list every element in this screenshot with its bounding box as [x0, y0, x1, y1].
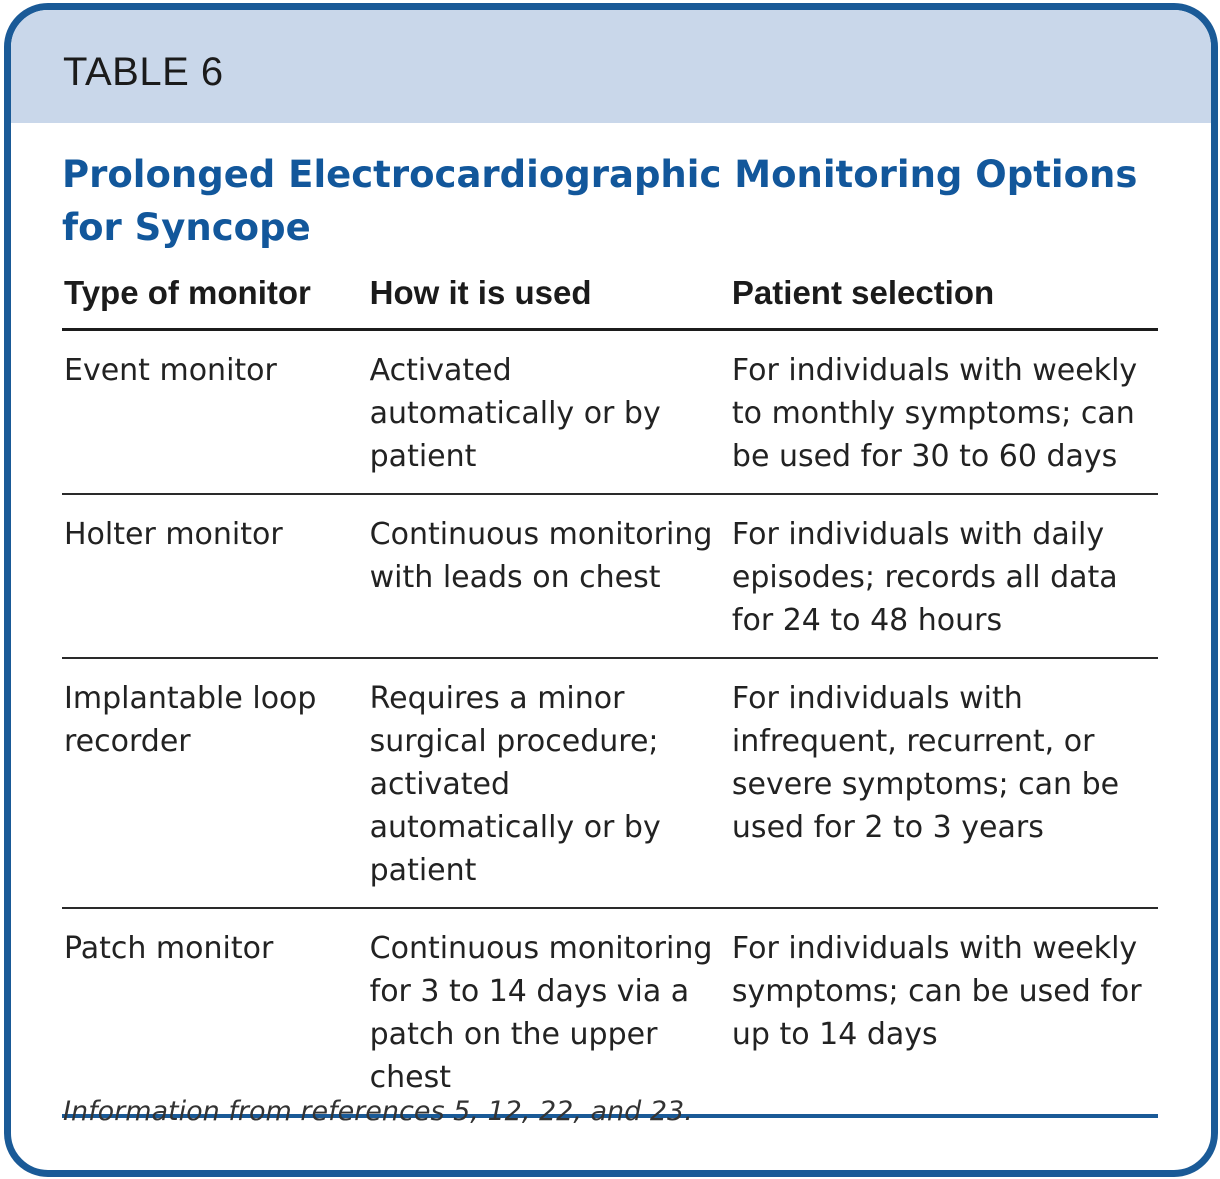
cell-type: Patch monitor [62, 908, 368, 1116]
card-header [11, 10, 1211, 123]
table-number-label: TABLE 6 [63, 50, 224, 94]
cell-how: Continuous monitoring for 3 to 14 days via a patch on the upper chest [368, 908, 730, 1116]
cell-patient: For individuals with weekly to monthly symptoms; can be used for 30 to 60 days [730, 330, 1158, 495]
monitoring-options-table [62, 263, 1158, 1118]
column-header-type: Type of monitor [62, 263, 368, 330]
table-header-row [62, 263, 1158, 330]
column-header-how: How it is used [368, 263, 730, 330]
table-row [62, 330, 1158, 495]
table-row [62, 908, 1158, 1116]
cell-type: Holter monitor [62, 494, 368, 658]
cell-type: Implantable loop recorder [62, 658, 368, 908]
column-header-patient: Patient selection [730, 263, 1158, 330]
table-card [4, 3, 1218, 1177]
cell-patient: For individuals with weekly symptoms; can be used for up to 14 days [730, 908, 1158, 1116]
cell-patient: For individuals with daily episodes; records all data for 24 to 48 hours [730, 494, 1158, 658]
table-row [62, 658, 1158, 908]
cell-how: Activated automatically or by patient [368, 330, 730, 495]
cell-how: Continuous monitoring with leads on chest [368, 494, 730, 658]
cell-type: Event monitor [62, 330, 368, 495]
cell-how: Requires a minor surgical procedure; activated automatically or by patient [368, 658, 730, 908]
table-footnote: Information from references 5, 12, 22, and 23. [63, 1096, 693, 1127]
cell-patient: For individuals with infrequent, recurrent, or severe symptoms; can be used for 2 to 3 years [730, 658, 1158, 908]
table-title: Prolonged Electrocardiographic Monitoring Options for Syncope [62, 153, 1138, 249]
table-row [62, 494, 1158, 658]
